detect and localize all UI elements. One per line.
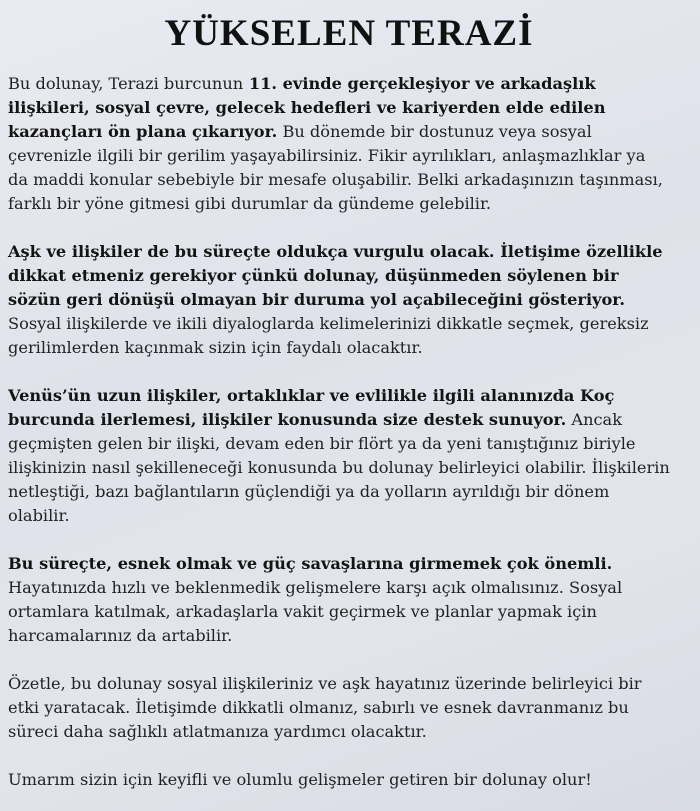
paragraph-4: [8, 552, 670, 648]
paragraph-6: [8, 768, 670, 792]
paragraph-3-text: Ancak geçmişten gelen bir ilişki, devam eden bir flört ya da yeni tanıştığınız biriyle ilişkinizin nasıl şekilleneceği konusunda bu dolunay belirleyici olabilir. İlişkilerin netleştiği, bazı bağlantıların güçlendiği ya da yolların ayrıldığı bir dönem olabilir.: [8, 410, 670, 525]
paragraph-6-text: Umarım sizin için keyifli ve olumlu gelişmeler getiren bir dolunay olur!: [8, 770, 592, 789]
paragraph-5: [8, 672, 670, 744]
paragraph-3: [8, 384, 670, 528]
paragraph-3-emphasis: Venüs’ün uzun ilişkiler, ortaklıklar ve evlilikle ilgili alanınızda Koç burcunda ilerlemesi, ilişkiler konusunda size destek sunuyor.: [8, 386, 615, 429]
paragraph-1-lead: Bu dolunay, Terazi burcunun: [8, 74, 244, 93]
paragraph-2-text: Sosyal ilişkilerde ve ikili diyaloglarda kelimelerinizi dikkatle seçmek, gereksiz gerilimlerden kaçınmak sizin için faydalı olacaktır.: [8, 314, 649, 357]
paragraph-4-text: Hayatınızda hızlı ve beklenmedik gelişmelere karşı açık olmalısınız. Sosyal ortamlara katılmak, arkadaşlarla vakit geçirmek ve planlar yapmak için harcamalarınız da artabilir.: [8, 578, 623, 645]
paragraph-2-emphasis: Aşk ve ilişkiler de bu süreçte oldukça vurgulu olacak. İletişime özellikle dikkat etmeniz gerekiyor çünkü dolunay, düşünmeden söylenen bir sözün geri dönüşü olmayan bir duruma yol açabileceğini gösteriyor.: [8, 242, 663, 309]
paragraph-4-emphasis: Bu süreçte, esnek olmak ve güç savaşlarına girmemek çok önemli.: [8, 554, 613, 573]
paragraph-2: [8, 240, 670, 360]
paragraph-1-text: Bu dönemde bir dostunuz veya sosyal çevrenizle ilgili bir gerilim yaşayabilirsiniz. Fikir ayrılıkları, anlaşmazlıklar ya da maddi konular sebebiyle bir mesafe oluşabilir. Belki arkadaşınızın taşınması, farklı bir yöne gitmesi gibi durumlar da gündeme gelebilir.: [8, 122, 663, 213]
paragraph-1-emphasis: 11. evinde gerçekleşiyor ve arkadaşlık ilişkileri, sosyal çevre, gelecek hedefleri ve kariyerden elde edilen kazançları ön plana çıkarıyor.: [8, 74, 606, 141]
paragraph-1: [8, 72, 670, 216]
page-title: YÜKSELEN TERAZİ: [164, 13, 534, 54]
paragraph-5-text: Özetle, bu dolunay sosyal ilişkileriniz ve aşk hayatınız üzerinde belirleyici bir etki yaratacak. İletişimde dikkatli olmanız, sabırlı ve esnek davranmanız bu süreci daha sağlıklı atlatmanıza yardımcı olacaktır.: [8, 674, 642, 741]
